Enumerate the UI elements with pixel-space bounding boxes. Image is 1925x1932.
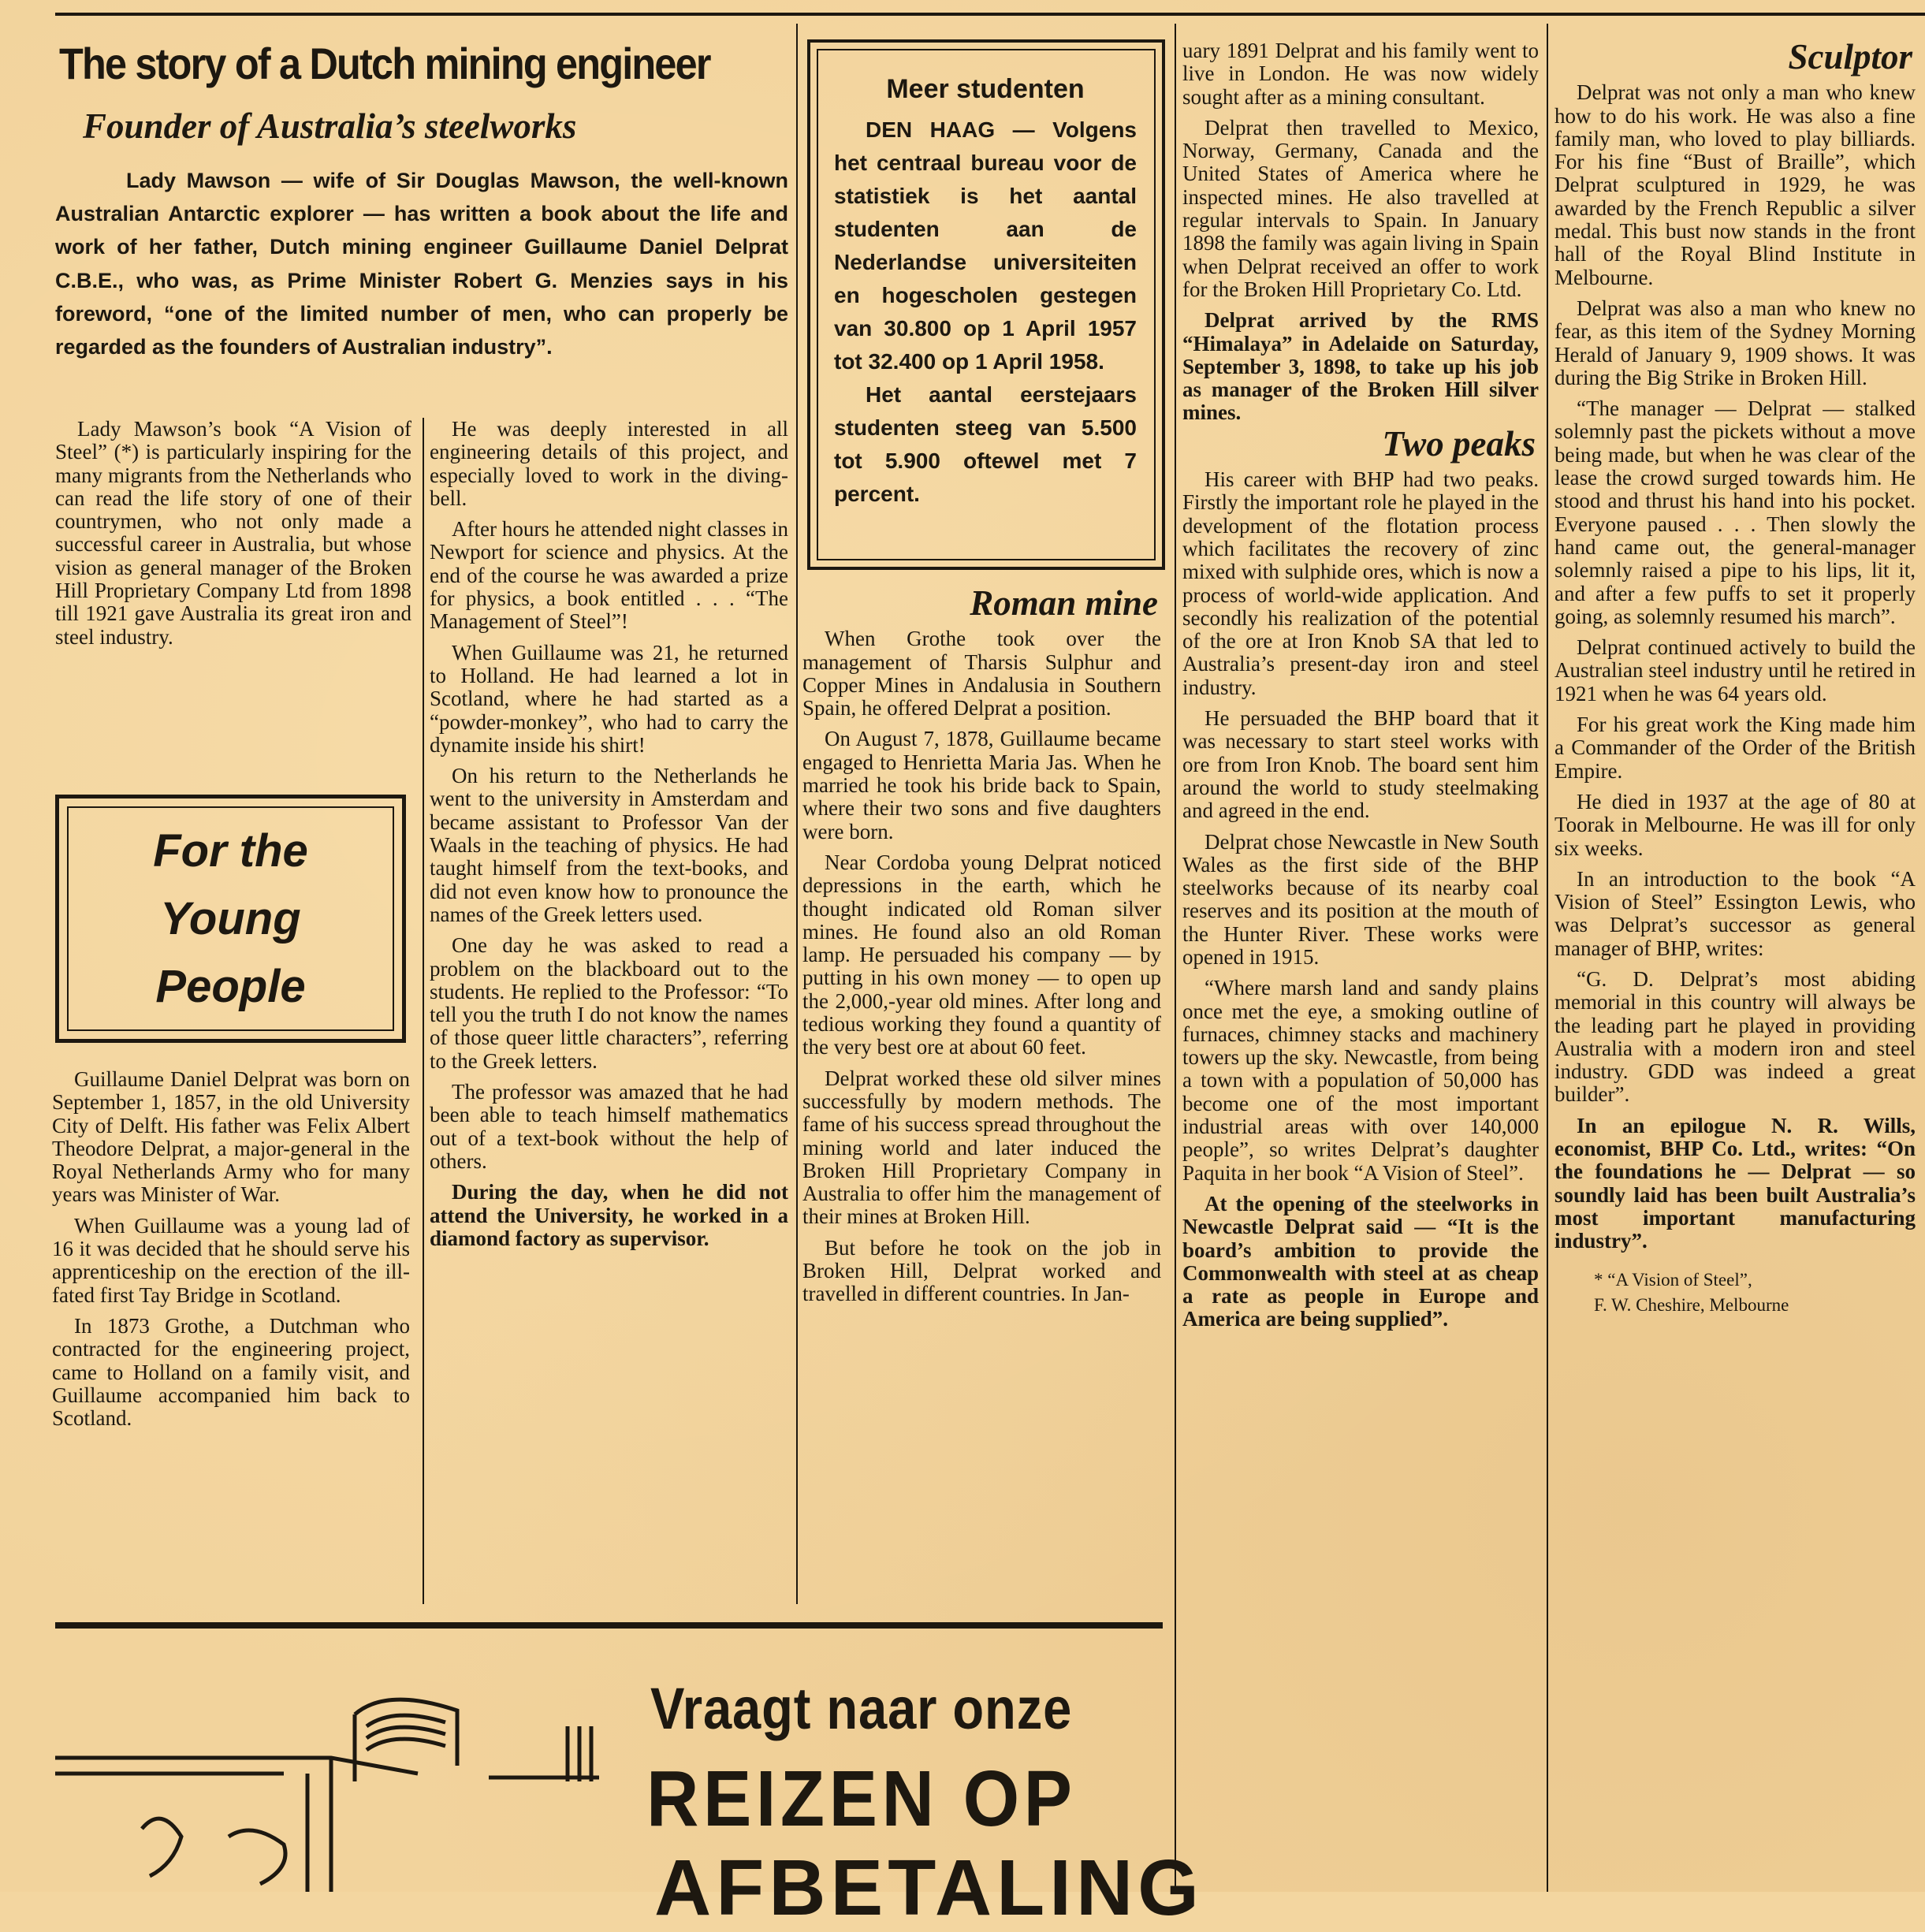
- column-2: [430, 418, 788, 1604]
- box-title: Meer studenten: [886, 74, 1085, 104]
- paragraph: His career with BHP had two peaks. Firstly the important role he played in the development of the flotation process which facilitates the recovery of zinc mixed with sulphide ores, which is now a process of world-wide application. And secondly his realization of the potential of the ore at Iron Knob SA that led to Australia’s present-day iron and steel industry.: [1182, 467, 1539, 699]
- paragraph: On his return to the Netherlands he went to the university in Amsterdam and became assistant to Professor Van der Waals in the teaching of physics. He had taught himself from the text-books, and did not even know how to pronounce the names of the Greek letters used.: [430, 764, 788, 926]
- column-rule: [423, 418, 424, 1604]
- footnote-line: * “A Vision of Steel”,: [1594, 1269, 1752, 1290]
- paragraph: Guillaume Daniel Delprat was born on September 1, 1857, in the old University City of Delft. His father was Felix Albert Theodore Delprat, a major-general in the Royal Netherlands Army who for many years was Minister of War.: [52, 1067, 410, 1207]
- column-3: [802, 583, 1161, 1604]
- paragraph: Delprat continued actively to build the Australian steel industry until he retired in 1921 when he was 64 years old.: [1555, 635, 1916, 705]
- subhead-two-peaks: Two peaks: [1382, 423, 1536, 463]
- young-box-line: Young: [160, 892, 301, 944]
- column-5: [1555, 37, 1916, 1892]
- young-box-line: People: [155, 960, 306, 1012]
- paragraph: Delprat was also a man who knew no fear, as this item of the Sydney Morning Herald of January 9, 1909 shows. It was during the Big Strike in Broken Hill.: [1555, 296, 1916, 389]
- paragraph: But before he took on the job in Broken Hill, Delprat worked and travelled in different countries. In Jan-: [802, 1235, 1161, 1306]
- subhead-sculptor: Sculptor: [1788, 37, 1912, 76]
- paragraph-bold: In an epilogue N. R. Wills, economist, BHP Co. Ltd., writes: “On the foundations he — Delprat — so soundly laid has been built Australia’s most important manufacturing industry”.: [1555, 1113, 1916, 1253]
- meer-studenten-box: [807, 39, 1165, 570]
- paragraph: Delprat chose Newcastle in New South Wales as the first side of the BHP steelworks because of its nearby coal reserves and its position at the mouth of the Hunter River. These works were opened in 1915.: [1182, 829, 1539, 969]
- paragraph: Delprat worked these old silver mines successfully by modern methods. The fame of his success spread throughout the mining world and later induced the Broken Hill Proprietary Company in Australia to offer him the management of their mines at Broken Hill.: [802, 1066, 1161, 1229]
- footnote: [1594, 1268, 1916, 1318]
- paragraph: “The manager — Delprat — stalked solemnly past the pickets without a move being made, but when he was clear of the lease the crowd surged towards him. He stood and thrust his hand into his pocket. Everyone paused . . . Then slowly the hand came out, the general-manager solemnly raised a pipe to his lips, lit it, and after a few puffs to set it properly going, as solemnly resumed his march”.: [1555, 396, 1916, 628]
- article-intro: [55, 164, 788, 363]
- paragraph: Delprat then travelled to Mexico, Norway, Germany, Canada and the United States of America where he inspected mines. He also travelled at regular intervals to Spain. In January 1898 the family was again living in Spain when Delprat received an offer to work for the Broken Hill Proprietary Co. Ltd.: [1182, 115, 1539, 301]
- subhead-roman-mine: Roman mine: [970, 583, 1158, 623]
- paragraph: When Grothe took over the management of Tharsis Sulphur and Copper Mines in Andalusia in Southern Spain, he offered Delprat a position.: [802, 627, 1161, 720]
- paragraph: He persuaded the BHP board that it was necessary to start steel works with ore from Iron Knob. The board sent him around the world to study steelmaking and agreed in the end.: [1182, 706, 1539, 823]
- travel-building-illustration: [47, 1640, 599, 1892]
- paragraph: In an introduction to the book “A Vision of Steel” Essington Lewis, who was Delprat’s successor as general manager of BHP, writes:: [1555, 866, 1916, 960]
- article-subheadline: Founder of Australia’s steelworks: [83, 106, 577, 146]
- column-1-top: [55, 418, 411, 780]
- paragraph: He was deeply interested in all engineering details of this project, and especially loved to work in the diving-bell.: [430, 417, 788, 510]
- advert-line-2: REIZEN OP: [646, 1755, 1077, 1843]
- paragraph: Delprat was not only a man who knew how to do his work. He was also a fine family man, who loved to play billiards. For his fine “Bust of Braille”, which Delprat sculptured in 1929, he was awarded by the French Republic a silver medal. This bust now stands in the front hall of the Royal Blind Institute in Melbourne.: [1555, 80, 1916, 289]
- paragraph: One day he was asked to read a problem on the blackboard out to the students. He replied to the Professor: “To tell you the truth I do not know the names of those queer little characters”, referring to the Greek letters.: [430, 933, 788, 1073]
- box-paragraph: DEN HAAG — Volgens het centraal bureau voor de statistiek is het aantal studenten aan de Nederlandse universiteiten en hogescholen gestegen van 30.800 op 1 April 1957 tot 32.400 op 1 April 1958.: [834, 117, 1137, 374]
- paragraph-bold: At the opening of the steelworks in Newcastle Delprat said — “It is the board’s ambition to provide the Commonwealth with steel at as cheap a rate as people in Europe and America are being supplied”.: [1182, 1191, 1539, 1331]
- paragraph: When Guillaume was 21, he returned to Holland. He had learned a lot in Scotland, where he had started as a “powder-monkey”, who had to carry the dynamite inside his shirt!: [430, 640, 788, 757]
- footnote-line: F. W. Cheshire, Melbourne: [1594, 1294, 1789, 1315]
- article-headline: The story of a Dutch mining engineer: [59, 39, 710, 88]
- paragraph: The professor was amazed that he had been able to teach himself mathematics out of a text-book without the help of others.: [430, 1080, 788, 1173]
- advert-line-1: Vraagt naar onze: [650, 1676, 1073, 1741]
- paragraph: uary 1891 Delprat and his family went to live in London. He was now widely sought after as a mining consultant.: [1182, 39, 1539, 109]
- paragraph: Lady Mawson’s book “A Vision of Steel” (*) is particularly inspiring for the many migrants from the Netherlands who can read the life story of one of their countrymen, who not only made a successful career in Australia, but whose vision as general manager of the Broken Hill Proprietary Company Ltd from 1898 till 1921 gave Australia its great iron and steel industry.: [55, 417, 411, 649]
- box-paragraph: Het aantal eerstejaars studenten steeg van 5.500 tot 5.900 oftewel met 7 percent.: [834, 382, 1137, 506]
- column-rule: [1547, 24, 1548, 1892]
- advert-line-3: AFBETALING: [654, 1844, 1204, 1932]
- paragraph: Near Cordoba young Delprat noticed depressions in the earth, which he thought indicated old Roman silver mines. He found also an old Roman lamp. He persuaded his company — by putting in his own money — to open up the 2,000,-year old mines. After long and tedious working they found a quantity of the very best ore at about 60 feet.: [802, 850, 1161, 1059]
- top-rule: [55, 13, 1925, 16]
- paragraph: “Where marsh land and sandy plains once met the eye, a smoking outline of furnaces, chimney stacks and machinery towers up the sky. Newcastle, from being a town with a population of 50,000 has become one of the most important industrial areas with over 140,000 people”, so writes Delprat’s daughter Paquita in her book “A Vision of Steel”.: [1182, 976, 1539, 1185]
- column-rule: [1175, 24, 1176, 1892]
- column-4: [1182, 39, 1539, 1892]
- intro-paragraph: Lady Mawson — wife of Sir Douglas Mawson, the well-known Australian Antarctic explorer — has written a book about the life and work of her father, Dutch mining engineer Guillaume Daniel Delprat C.B.E., who was, as Prime Minister Robert G. Menzies says in his foreword, “one of the limited number of men, who can properly be regarded as the founders of Australian industry”.: [55, 169, 788, 359]
- paragraph-bold: Delprat arrived by the RMS “Himalaya” in Adelaide on Saturday, September 3, 1898, to take up his job as manager of the Broken Hill silver mines.: [1182, 308, 1539, 425]
- paragraph: “G. D. Delprat’s most abiding memorial in this country will always be the leading part he played in providing Australia with a modern iron and steel industry. GDD was indeed a great builder”.: [1555, 966, 1916, 1107]
- advert-rule: [55, 1622, 1163, 1629]
- column-rule: [796, 24, 798, 1604]
- paragraph: For his great work the King made him a Commander of the Order of the British Empire.: [1555, 713, 1916, 783]
- paragraph: On August 7, 1878, Guillaume became engaged to Henrietta Maria Jas. When he married he took his bride back to Spain, where their two sons and five daughters were born.: [802, 727, 1161, 843]
- paragraph: When Guillaume was a young lad of 16 it was decided that he should serve his apprenticeship on the erection of the ill-fated first Tay Bridge in Scotland.: [52, 1213, 410, 1307]
- paragraph: He died in 1937 at the age of 80 at Toorak in Melbourne. He was ill for only six weeks.: [1555, 789, 1916, 860]
- paragraph-bold: During the day, when he did not attend the University, he worked in a diamond factory as supervisor.: [430, 1180, 788, 1250]
- young-people-box: [55, 795, 406, 1043]
- paragraph: In 1873 Grothe, a Dutchman who contracted for the engineering project, came to Holland on a family visit, and Guillaume accompanied him back to Scotland.: [52, 1313, 410, 1431]
- young-box-line: For the: [153, 825, 308, 877]
- paragraph: After hours he attended night classes in Newport for science and physics. At the end of the course he was awarded a prize for physics, a book entitled . . . “The Management of Steel”!: [430, 517, 788, 634]
- column-1-bottom: [52, 1068, 410, 1612]
